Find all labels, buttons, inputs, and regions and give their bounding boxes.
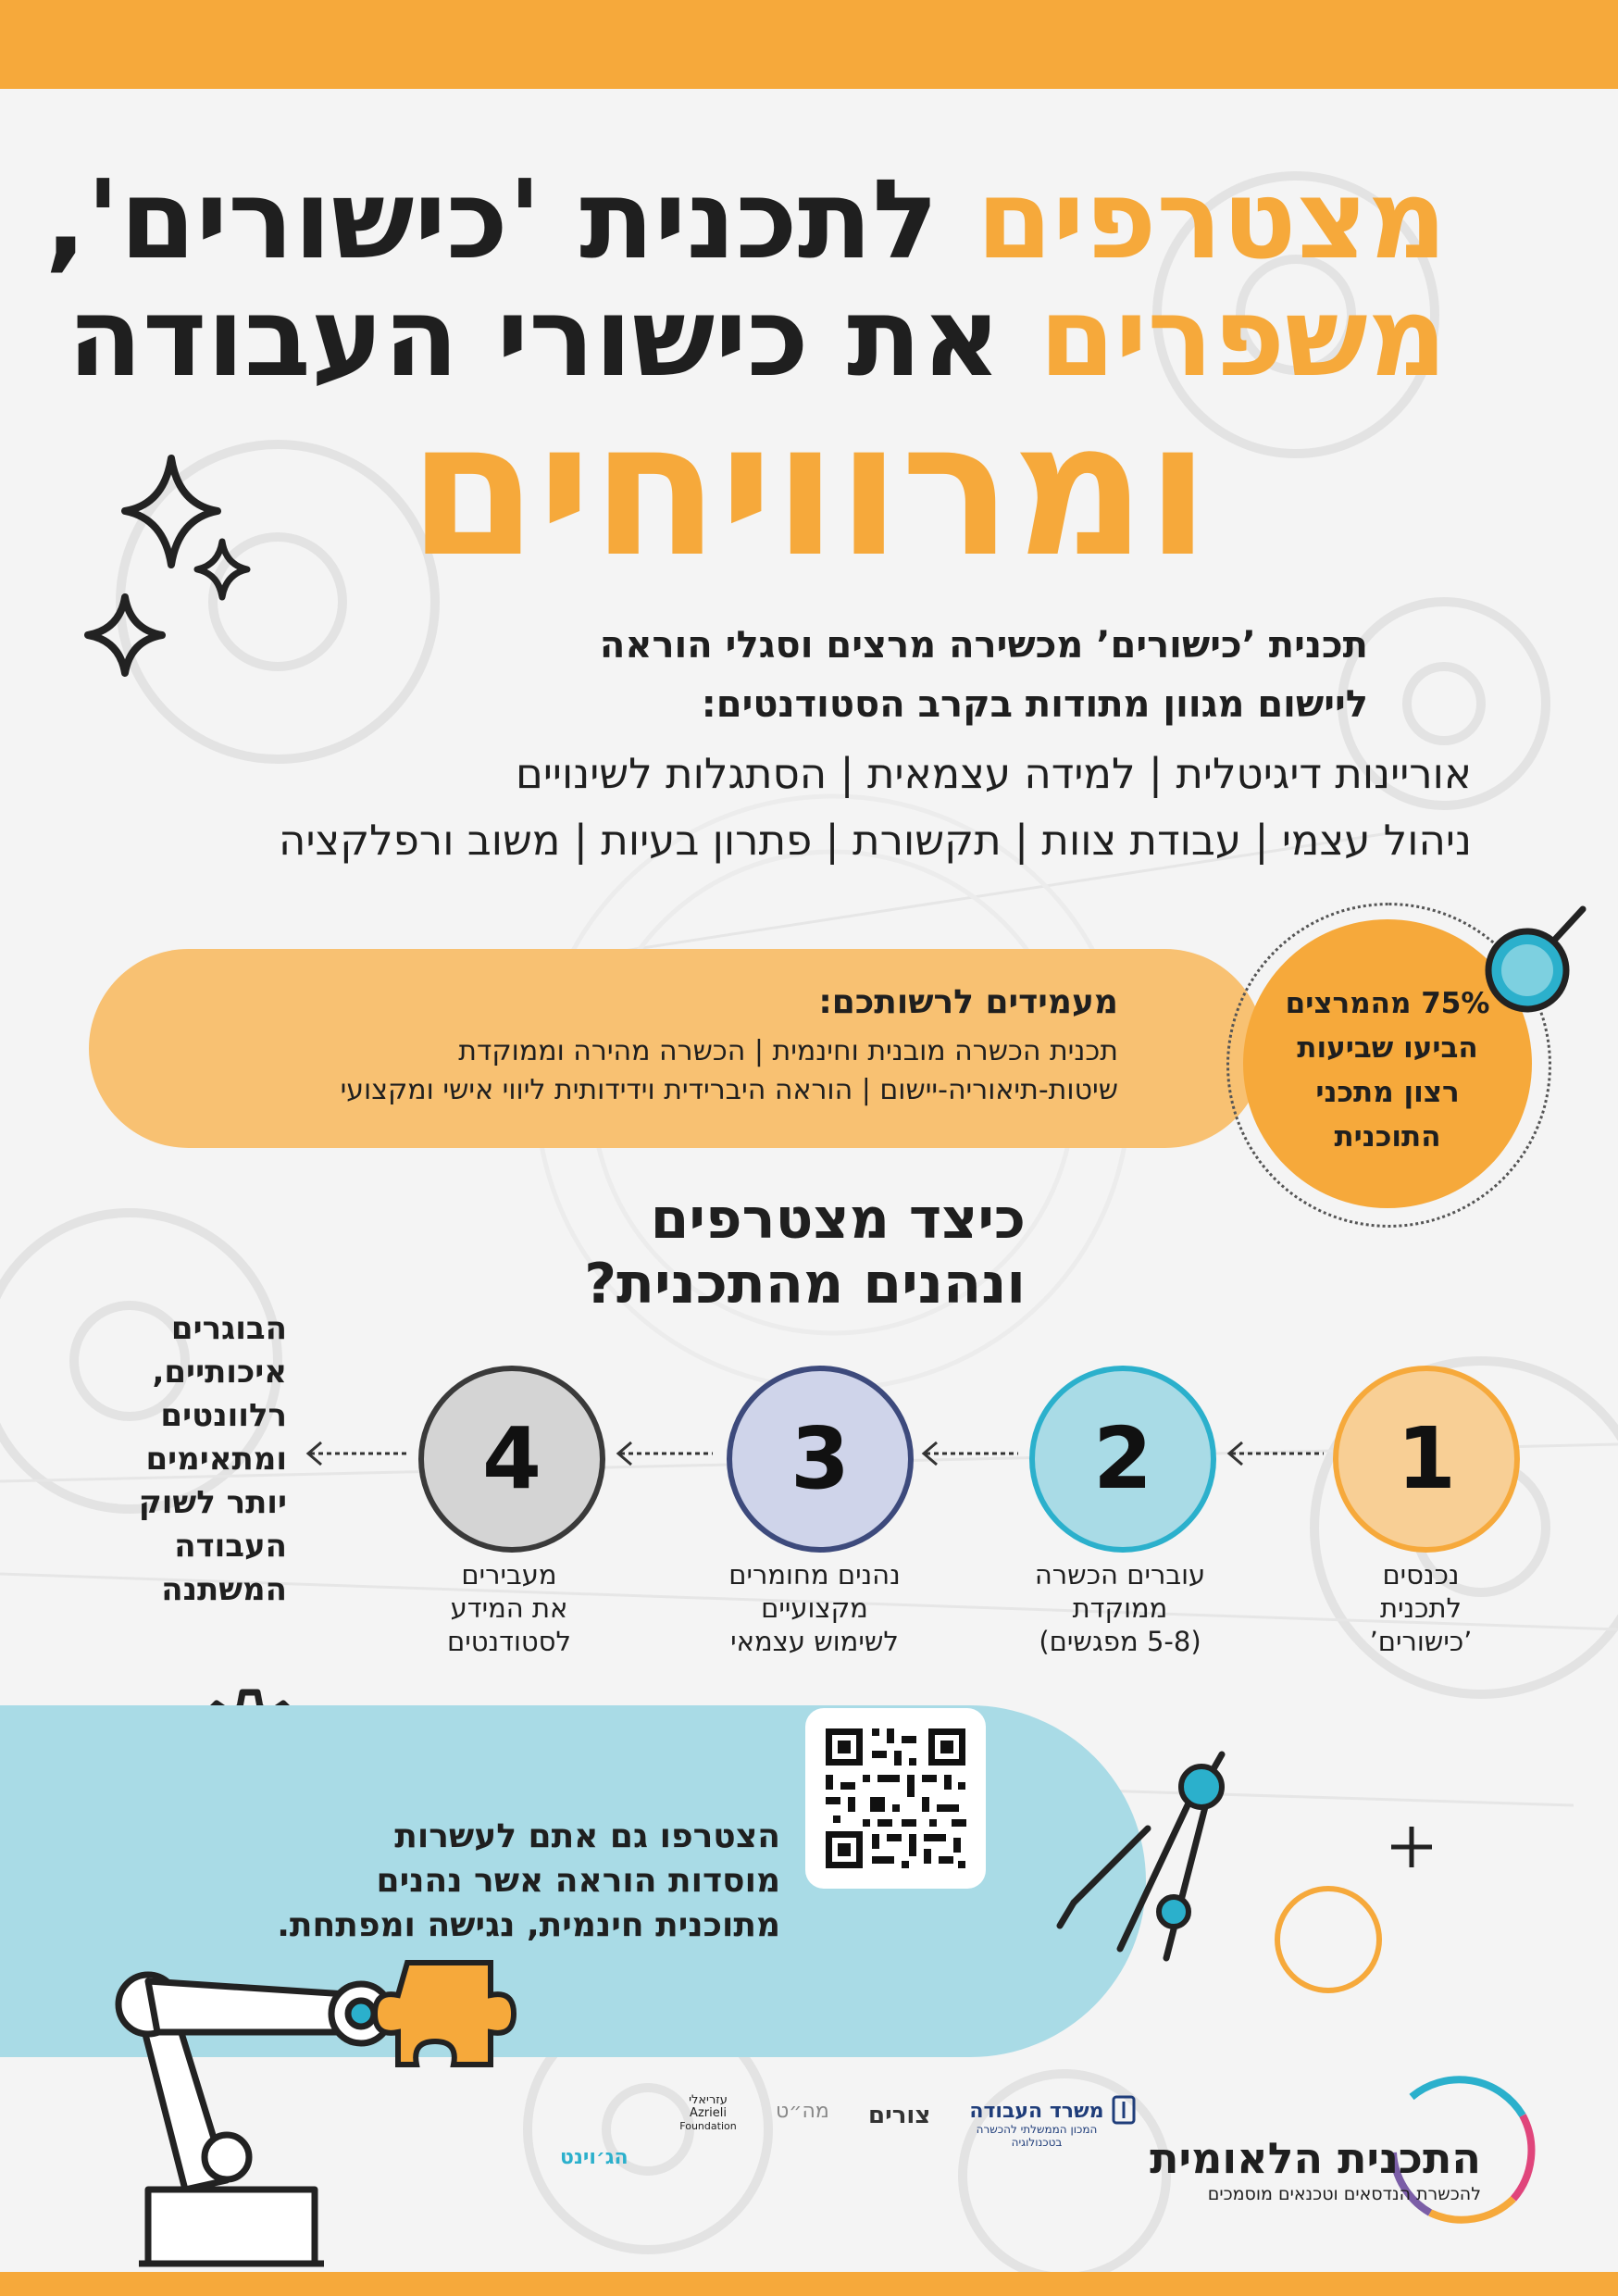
step-number: 2 [1092,1409,1152,1508]
step-label-line: מקצועיים [761,1592,868,1624]
step-label-line: לסטודנטים [447,1626,571,1657]
title-highlight-improving: משפרים [1039,273,1447,401]
skills-line: אוריינות דיגיטלית | למידה עצמאית | הסתגלות לשינויים [515,749,1472,798]
intro-line: ליישום מגוון מתודות בקרב הסטודנטים: [701,683,1368,726]
emblem-icon [1111,2094,1137,2126]
step-2-circle [1029,1366,1216,1553]
graduates-line: רלוונטים [160,1397,287,1434]
logo-azrieli-he: עזריאלי [689,2093,728,2107]
azrieli-logo [666,2094,750,2133]
main-title-line-2 [67,273,1447,401]
benefits-line: שיטות-תיאוריה-יישום | הוראה היברידית וידידותית ליווי אישי ומקצועי [340,1074,1118,1106]
arrow-left-icon [611,1435,717,1472]
benefits-line: תכנית הכשרה מובנית וחינמית | הכשרה מהירה וממוקדת [458,1035,1118,1067]
logo-azrieli-en: Azrieli [690,2106,727,2120]
cta-text [277,1815,780,1948]
graduates-line: יותר לשוק [138,1484,287,1521]
qr-code-icon [805,1708,986,1889]
step-label-line: ממוקדת [1072,1592,1168,1624]
graduates-line: ומתאימים [145,1441,287,1478]
logo-joint-prefix: ה [614,2146,629,2169]
graduates-line: הבוגרים [170,1310,287,1347]
step-1-circle [1333,1366,1520,1553]
arrow-left-icon [1222,1435,1328,1472]
step-3-circle [727,1366,914,1553]
step-number: 3 [790,1409,850,1508]
stat-line: 75% מהמרצים [1285,987,1490,1020]
benefits-title: מעמידים לרשותכם: [818,983,1118,1021]
title-highlight-joining: מצטרפים [976,156,1447,283]
robot-arm-icon [56,1944,537,2277]
cta-line: הצטרפו גם אתם לעשרות [394,1817,780,1855]
step-label-line: לתכנית [1379,1592,1462,1624]
how-line: ונהנים מהתכנית? [584,1252,1026,1316]
graduates-line: המשתנה [161,1571,287,1608]
stat-line: הביעו שביעות [1297,1031,1478,1065]
compass-icon [1046,1741,1240,1972]
intro-paragraph [600,616,1368,734]
step-label-line: עוברים הכשרה [1034,1559,1206,1591]
step-number: 4 [481,1409,541,1508]
skills-list [279,741,1472,874]
stat-line: התוכנית [1334,1120,1441,1154]
step-label-line: נהנים מחומרים [728,1559,901,1591]
graduates-line: איכותיים, [152,1354,287,1391]
stat-line: רצון מתכני [1315,1076,1460,1109]
ministry-logo [967,2100,1106,2149]
title-work-skills: את כישורי העבודה [67,273,1002,401]
logo-ministry-sub: המכון הממשלתי להכשרה בטכנולוגיה [976,2123,1098,2149]
logo-azrieli-en-2: Foundation [679,2120,737,2132]
ring-decoration-icon [1268,1879,1388,2000]
step-4-label [398,1558,620,1658]
how-to-join-heading [584,1187,1026,1316]
step-label-line: מעבירים [461,1559,557,1591]
main-title-profit: ומרוויחים [408,382,1210,598]
step-label-line: ’כישורים’ [1369,1626,1473,1657]
qr-code[interactable] [805,1708,986,1889]
graduates-result [102,1307,287,1612]
logo-ministry-name: משרד העבודה [969,2100,1104,2123]
intro-line: תכנית ’כישורים’ מכשירה מרצים וסגלי הוראה [599,624,1368,667]
step-label-line: את המידע [450,1592,568,1624]
logo-title: התכנית הלאומית [1150,2133,1481,2183]
national-program-logo [1150,2134,1481,2206]
step-label-line: לשימוש עצמאי [730,1626,899,1657]
logo-joint-name: ג׳וינט [560,2146,615,2169]
top-color-bar [0,0,1618,89]
step-1-label [1310,1558,1532,1658]
skills-line: ניהול עצמי | עבודת צוות | תקשורת | פתרון בעיות | משוב ורפלקציה [279,816,1472,865]
main-title-line-1 [44,156,1447,283]
tzurim-logo: צורים [868,2102,931,2129]
step-2-label [1009,1558,1231,1658]
joint-logo [560,2146,629,2169]
step-number: 1 [1396,1409,1456,1508]
magnifier-icon [1476,898,1587,1018]
cta-line: מתוכנית חינמית, נגישה ומפתחת. [277,1906,780,1944]
step-label-line: נכנסים [1382,1559,1460,1591]
cta-line: מוסדות הוראה אשר נהנים [376,1862,780,1900]
step-label-line: (5-8 מפגשים) [1039,1626,1201,1657]
arrow-left-icon [301,1435,412,1472]
title-program-name: לתכנית 'כישורים', [44,156,939,283]
logo-subtitle: להכשרת הנדסאים וטכנאים מוסמכים [1207,2184,1481,2204]
step-4-circle [418,1366,605,1553]
graduates-line: העבודה [174,1528,287,1565]
step-3-label [703,1558,926,1658]
arrow-left-icon [916,1435,1023,1472]
plus-icon [1384,1819,1439,1875]
mahat-logo: מה״ט [776,2100,829,2123]
how-line: כיצד מצטרפים [650,1187,1026,1252]
